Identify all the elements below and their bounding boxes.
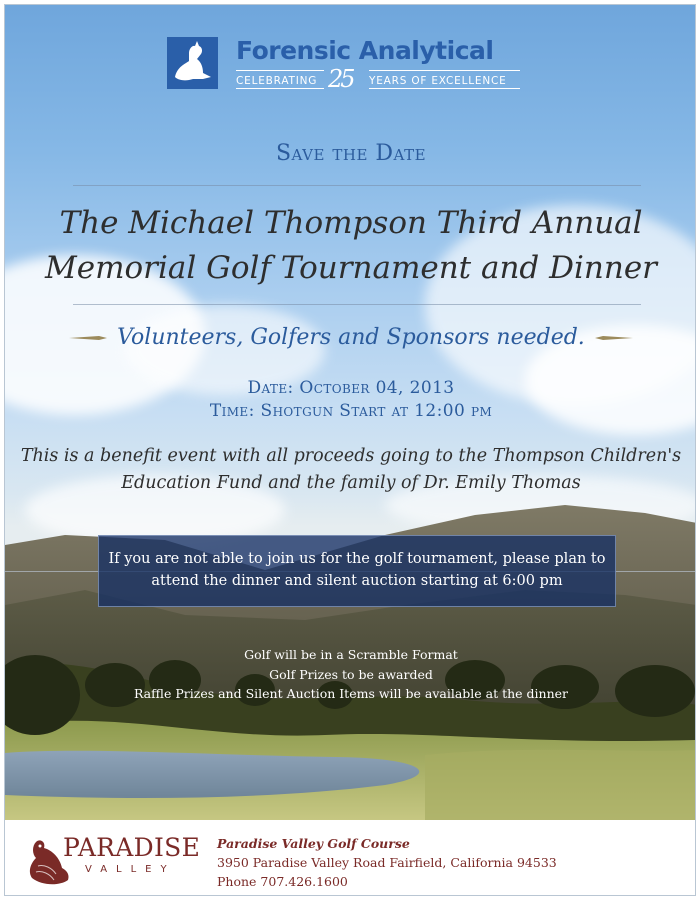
tagline-left: CELEBRATING [236,75,318,87]
format-line-3: Raffle Prizes and Silent Auction Items will be available at the dinner [133,686,569,701]
divider-bottom [73,304,641,305]
dinner-line-1: If you are not able to join us for the golf tournament, please plan to [108,551,606,567]
event-title [5,201,696,291]
flourish-left-icon [69,334,107,342]
format-line-1: Golf will be in a Scramble Format [244,647,458,662]
dinner-notice-box [98,535,616,607]
venue-phone: Phone 707.426.1600 [217,874,348,889]
venue-footer [5,820,696,896]
title-line-2: Memorial Golf Tournament and Dinner [45,250,657,286]
flourish-right-icon [595,334,633,342]
tournament-details [5,645,696,704]
volunteers-text: Volunteers, Golfers and Sponsors needed. [117,325,585,350]
forensic-analytical-logo [167,37,527,97]
format-line-2: Golf Prizes to be awarded [269,666,433,682]
tagline-right: YEARS OF EXCELLENCE [369,75,507,87]
dinner-line-2: attend the dinner and silent auction starting at 6:00 pm [151,573,563,589]
flyer-frame [4,4,696,896]
event-time: Time: Shotgun Start at 12:00 pm [209,401,493,421]
tagline-number: 25 [328,65,353,93]
divider-top [73,185,641,186]
benefit-line-1: This is a benefit event with all proceeds going to the Thompson Children's [20,446,682,466]
title-line-1: The Michael Thompson Third Annual [59,205,643,241]
paradise-valley-sub: VALLEY [85,864,176,875]
save-the-date-heading: Save the Date [275,141,427,166]
benefit-line-2: Education Fund and the family of Dr. Emily Thomas [121,473,581,493]
venue-address: 3950 Paradise Valley Road Fairfield, California 94533 [217,855,557,870]
benefit-statement [5,443,696,497]
paradise-valley-brand: PARADISE [63,833,201,862]
company-name: Forensic Analytical [236,36,494,65]
volunteers-line [5,325,696,350]
logo-tagline [236,65,520,93]
event-schedule [5,377,696,423]
kangaroo-icon [167,37,218,89]
event-date: Date: October 04, 2013 [247,378,455,398]
venue-name: Paradise Valley Golf Course [217,836,410,851]
